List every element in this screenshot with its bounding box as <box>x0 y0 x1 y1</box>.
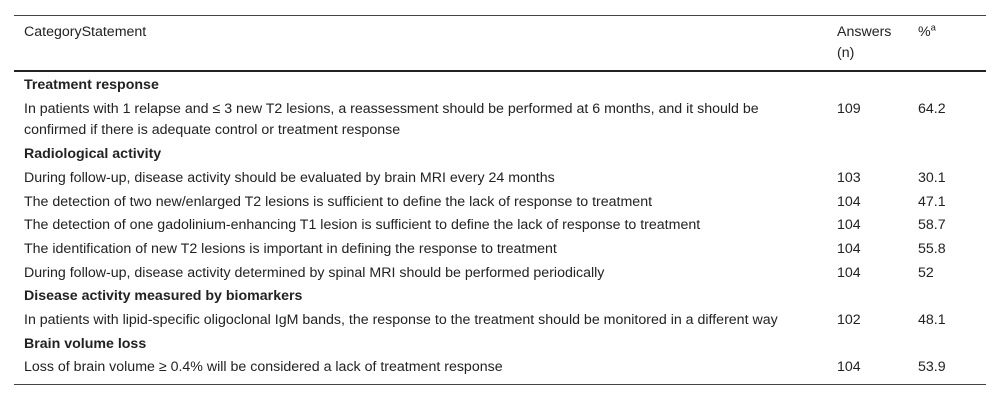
answers-cell: 109 <box>837 100 861 117</box>
percent-cell: 47.1 <box>918 193 946 210</box>
table-header <box>14 16 986 72</box>
table-row <box>14 167 986 191</box>
percent-cell: 48.1 <box>918 312 946 329</box>
category-row <box>14 71 986 98</box>
category-row <box>14 333 986 357</box>
table-row <box>14 98 986 143</box>
table-row <box>14 238 986 262</box>
table-row <box>14 262 986 286</box>
header-percent <box>908 16 986 72</box>
percent-cell: 64.2 <box>918 100 946 117</box>
header-percent-label: % <box>918 24 931 40</box>
category-row <box>14 143 986 167</box>
header-statement: CategoryStatement <box>24 24 147 40</box>
answers-cell: 104 <box>837 359 861 376</box>
table-body <box>14 71 986 385</box>
category-label: Radiological activity <box>24 146 162 163</box>
category-row <box>14 285 986 309</box>
category-label: Disease activity measured by biomarkers <box>24 288 303 305</box>
answers-cell: 104 <box>837 264 861 281</box>
header-answers <box>827 16 908 72</box>
statement-cell: In patients with lipid-specific oligoclonal IgM bands, the response to the treatment should be monitored in a different way <box>24 312 778 329</box>
table-row <box>14 191 986 215</box>
category-label: Treatment response <box>24 77 159 93</box>
statement-cell: In patients with 1 relapse and ≤ 3 new T2 lesions, a reassessment should be performed at 6 months, and it should be confirmed if there is adequate control or treatment response <box>24 100 759 139</box>
consensus-table <box>14 15 986 385</box>
statement-cell: The detection of one gadolinium-enhancing T1 lesion is sufficient to define the lack of response to treatment <box>24 217 701 234</box>
statement-cell: During follow-up, disease activity should be evaluated by brain MRI every 24 months <box>24 169 555 186</box>
answers-cell: 104 <box>837 217 861 234</box>
category-label: Brain volume loss <box>24 335 147 352</box>
answers-cell: 103 <box>837 169 861 186</box>
statement-cell: The detection of two new/enlarged T2 lesions is sufficient to define the lack of response to treatment <box>24 193 653 210</box>
header-row <box>14 16 986 72</box>
consensus-table-container <box>14 15 986 385</box>
table-row <box>14 356 986 384</box>
answers-cell: 104 <box>837 240 861 257</box>
percent-cell: 55.8 <box>918 240 946 257</box>
answers-cell: 102 <box>837 312 861 329</box>
percent-cell: 53.9 <box>918 359 946 376</box>
header-answers-line1: Answers <box>837 24 892 40</box>
percent-cell: 30.1 <box>918 169 946 186</box>
percent-cell: 58.7 <box>918 217 946 234</box>
answers-cell: 104 <box>837 193 861 210</box>
header-answers-line2: (n) <box>837 45 855 61</box>
header-percent-footnote: a <box>930 22 936 34</box>
table-row <box>14 214 986 238</box>
statement-cell: Loss of brain volume ≥ 0.4% will be considered a lack of treatment response <box>24 359 503 376</box>
statement-cell: The identification of new T2 lesions is important in defining the response to treatment <box>24 240 557 257</box>
percent-cell: 52 <box>918 264 934 281</box>
statement-cell: During follow-up, disease activity determined by spinal MRI should be performed periodically <box>24 264 605 281</box>
table-row <box>14 309 986 333</box>
